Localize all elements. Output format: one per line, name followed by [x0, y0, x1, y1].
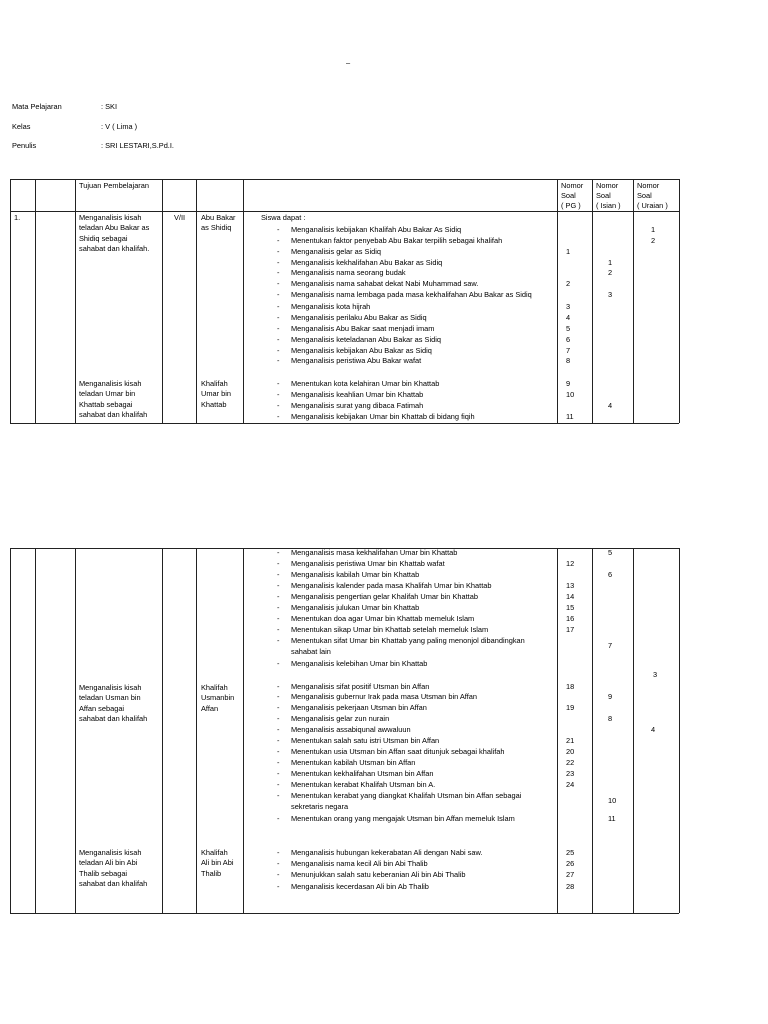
table-rule — [10, 548, 11, 913]
page-mark: – — [346, 58, 351, 67]
pg-number: 20 — [566, 747, 575, 756]
bullet-dash: - — [277, 625, 280, 634]
table-rule — [557, 548, 558, 913]
pg-number: 14 — [566, 592, 575, 601]
indicator-text: Menganalisis masa kekhalifahan Umar bin Khattab — [291, 548, 458, 557]
pg-number: 22 — [566, 758, 575, 767]
indicator-text: Menentukan kerabat yang diangkat Khalifah Utsman bin Affan sebagai — [291, 791, 522, 800]
bullet-dash: - — [277, 592, 280, 601]
indicator-text: Menganalisis keahlian Umar bin Khattab — [291, 390, 424, 399]
indicator-text: Menganalisis surat yang dibaca Fatimah — [291, 401, 424, 410]
pg-number: 8 — [566, 356, 571, 365]
tujuan-text: Khattab sebagai — [79, 399, 133, 409]
tujuan-text: Shidiq sebagai — [79, 233, 128, 243]
table-rule — [196, 548, 197, 913]
uraian-number: 4 — [651, 725, 656, 734]
indicator-text: Menentukan sifat Umar bin Khattab yang paling menonjol dibandingkan — [291, 636, 525, 645]
bullet-dash: - — [277, 225, 280, 234]
tujuan-text: teladan Usman bin — [79, 693, 141, 703]
indicator-text: Menganalisis kebijakan Umar bin Khattab di bidang fiqih — [291, 412, 475, 421]
indicator-text: Menganalisis keteladanan Abu Bakar as Sidiq — [291, 335, 441, 344]
indicator-text: Menganalisis kabilah Umar bin Khattab — [291, 570, 420, 579]
table-rule — [10, 913, 679, 914]
table-rule — [35, 548, 36, 913]
pg-number: 9 — [566, 379, 571, 388]
table-rule — [10, 179, 11, 423]
pg-number: 28 — [566, 882, 575, 891]
indicator-text: Menganalisis pengertian gelar Khalifah Umar bin Khattab — [291, 592, 478, 601]
indicator-text: Menganalisis nama lembaga pada masa kekhalifahan Abu Bakar as Sidiq — [291, 290, 532, 299]
indicator-text: Menentukan doa agar Umar bin Khattab memeluk Islam — [291, 614, 475, 623]
materi-text: as Shidiq — [201, 223, 232, 233]
indicator-text: Menentukan kota kelahiran Umar bin Khattab — [291, 379, 440, 388]
tujuan-text: teladan Abu Bakar as — [79, 223, 150, 233]
bullet-dash: - — [277, 780, 280, 789]
bullet-dash: - — [277, 714, 280, 723]
pg-number: 3 — [566, 302, 571, 311]
header-isian: ( Isian ) — [596, 201, 621, 210]
bullet-dash: - — [277, 603, 280, 612]
indicator-text: Menganalisis julukan Umar bin Khattab — [291, 603, 420, 612]
bullet-dash: - — [277, 559, 280, 568]
bullet-dash: - — [277, 614, 280, 623]
bullet-dash: - — [277, 758, 280, 767]
bullet-dash: - — [277, 570, 280, 579]
indicator-text: Menganalisis kota hijrah — [291, 302, 371, 311]
pg-number: 2 — [566, 279, 571, 288]
bullet-dash: - — [277, 548, 280, 557]
bullet-dash: - — [277, 268, 280, 277]
bullet-dash: - — [277, 769, 280, 778]
header-tujuan: Tujuan Pembelajaran — [79, 181, 149, 190]
header-pg: Soal — [561, 191, 576, 200]
isian-number: 11 — [608, 814, 616, 823]
tujuan-text: sahabat dan khalifah — [79, 878, 148, 888]
tujuan-text: sahabat dan khalifah — [79, 713, 148, 723]
bullet-dash: - — [277, 636, 280, 645]
pg-number: 6 — [566, 335, 571, 344]
pg-number: 15 — [566, 603, 575, 612]
bullet-dash: - — [277, 356, 280, 365]
bullet-dash: - — [277, 703, 280, 712]
pg-number: 18 — [566, 682, 575, 691]
bullet-dash: - — [277, 313, 280, 322]
bullet-dash: - — [277, 390, 280, 399]
table-rule — [243, 548, 244, 913]
pg-number: 24 — [566, 780, 575, 789]
tujuan-text: sahabat dan khalifah. — [79, 243, 150, 253]
materi-text: Khattab — [201, 399, 227, 409]
table-rule — [679, 179, 680, 423]
isian-number: 2 — [608, 268, 613, 277]
pg-number: 10 — [566, 390, 575, 399]
pg-number: 7 — [566, 346, 571, 355]
tujuan-text: Affan sebagai — [79, 703, 125, 713]
bullet-dash: - — [277, 725, 280, 734]
indicator-text: Menentukan kekhalifahan Utsman bin Affan — [291, 769, 434, 778]
header-value: : SRI LESTARI,S.Pd.I. — [101, 141, 174, 150]
header-uraian: Nomor — [637, 181, 660, 190]
indicator-text: Menganalisis gubernur Irak pada masa Utsman bin Affan — [291, 692, 477, 701]
tujuan-text: Thalib sebagai — [79, 868, 128, 878]
bullet-dash: - — [277, 659, 280, 668]
indicator-text: Menunjukkan salah satu keberanian Ali bin Abi Thalib — [291, 870, 466, 879]
bullet-dash: - — [277, 747, 280, 756]
table-rule — [557, 179, 558, 423]
row-number: 1. — [14, 213, 21, 222]
indicator-text-continued: sekretaris negara — [291, 802, 349, 811]
isian-number: 7 — [608, 641, 613, 650]
table-rule — [75, 548, 76, 913]
bullet-dash: - — [277, 258, 280, 267]
isian-number: 1 — [608, 258, 613, 267]
indicator-text: Menentukan kabilah Utsman bin Affan — [291, 758, 416, 767]
indicator-text: Menganalisis kebijakan Khalifah Abu Bakar As Sidiq — [291, 225, 462, 234]
indicator-text: Menentukan orang yang mengajak Utsman bin Affan memeluk Islam — [291, 814, 515, 823]
bullet-dash: - — [277, 848, 280, 857]
bullet-dash: - — [277, 379, 280, 388]
indicator-text: Menganalisis kecerdasan Ali bin Ab Thalib — [291, 882, 429, 891]
indicator-text: Menganalisis gelar as Sidiq — [291, 247, 381, 256]
tujuan-text: Menganalisis kisah — [79, 848, 142, 857]
indicator-text-continued: sahabat lain — [291, 647, 331, 656]
pg-number: 19 — [566, 703, 575, 712]
indicator-text: Menganalisis kelebihan Umar bin Khattab — [291, 659, 428, 668]
materi-text: Abu Bakar — [201, 213, 236, 222]
uraian-number: 3 — [653, 670, 658, 679]
materi-text: Usmanbin — [201, 693, 235, 703]
bullet-dash: - — [277, 870, 280, 879]
pg-number: 13 — [566, 581, 575, 590]
table-rule — [35, 179, 36, 423]
isian-number: 6 — [608, 570, 613, 579]
pg-number: 27 — [566, 870, 575, 879]
indicator-text: Menentukan usia Utsman bin Affan saat ditunjuk sebagai khalifah — [291, 747, 505, 756]
bullet-dash: - — [277, 247, 280, 256]
header-label: Mata Pelajaran — [12, 102, 62, 111]
indicator-text: Menganalisis nama sahabat dekat Nabi Muhammad saw. — [291, 279, 479, 288]
indicator-text: Menganalisis Abu Bakar saat menjadi imam — [291, 324, 435, 333]
table-rule — [592, 179, 593, 423]
isian-number: 5 — [608, 548, 613, 557]
bullet-dash: - — [277, 581, 280, 590]
table-rule — [633, 179, 634, 423]
indicator-text: Menganalisis pekerjaan Utsman bin Affan — [291, 703, 427, 712]
table-rule — [162, 548, 163, 913]
tujuan-text: Menganalisis kisah — [79, 683, 142, 692]
pg-number: 16 — [566, 614, 575, 623]
header-label: Kelas — [12, 122, 31, 131]
header-uraian: ( Uraian ) — [637, 201, 668, 210]
uraian-number: 1 — [651, 225, 656, 234]
header-value: : V ( Lima ) — [101, 122, 138, 131]
indicator-text: Menganalisis sifat positif Utsman bin Affan — [291, 682, 430, 691]
pg-number: 23 — [566, 769, 575, 778]
indicator-text: Menentukan faktor penyebab Abu Bakar terpilih sebagai khalifah — [291, 236, 503, 245]
table-rule — [243, 179, 244, 423]
header-label: Penulis — [12, 141, 37, 150]
isian-number: 3 — [608, 290, 613, 299]
table-rule — [162, 179, 163, 423]
pg-number: 25 — [566, 848, 575, 857]
indicator-text: Menentukan sikap Umar bin Khattab setelah memeluk Islam — [291, 625, 489, 634]
bullet-dash: - — [277, 236, 280, 245]
indicator-text: Menganalisis assabiqunal awwaluun — [291, 725, 411, 734]
indicator-text: Menganalisis perilaku Abu Bakar as Sidiq — [291, 313, 427, 322]
isian-number: 9 — [608, 692, 613, 701]
indicator-text: Menentukan salah satu istri Utsman bin Affan — [291, 736, 440, 745]
materi-text: Ali bin Abi — [201, 858, 234, 868]
isian-number: 4 — [608, 401, 613, 410]
pg-number: 11 — [566, 412, 574, 421]
table-rule — [679, 548, 680, 913]
bullet-dash: - — [277, 814, 280, 823]
bullet-dash: - — [277, 736, 280, 745]
indicator-text: Menganalisis kekhalifahan Abu Bakar as Sidiq — [291, 258, 443, 267]
tujuan-text: teladan Ali bin Abi — [79, 858, 138, 868]
materi-text: Khalifah — [201, 848, 228, 857]
pg-number: 5 — [566, 324, 571, 333]
indicator-text: Menganalisis gelar zun nurain — [291, 714, 390, 723]
isian-number: 8 — [608, 714, 613, 723]
table-rule — [10, 179, 679, 180]
pg-number: 21 — [566, 736, 575, 745]
bullet-dash: - — [277, 692, 280, 701]
bullet-dash: - — [277, 335, 280, 344]
bullet-dash: - — [277, 791, 280, 800]
table-rule — [75, 179, 76, 423]
bullet-dash: - — [277, 882, 280, 891]
table-rule — [196, 179, 197, 423]
materi-text: Affan — [201, 703, 219, 713]
indicator-text: Menganalisis kebijakan Abu Bakar as Sidiq — [291, 346, 432, 355]
indicator-text: Menganalisis peristiwa Abu Bakar wafat — [291, 356, 422, 365]
indicator-text: Menganalisis nama seorang budak — [291, 268, 406, 277]
kelas-semester: V/II — [174, 213, 186, 222]
header-isian: Soal — [596, 191, 611, 200]
bullet-dash: - — [277, 859, 280, 868]
bullet-dash: - — [277, 279, 280, 288]
indicator-text: Menganalisis hubungan kekerabatan Ali dengan Nabi saw. — [291, 848, 483, 857]
uraian-number: 2 — [651, 236, 656, 245]
bullet-dash: - — [277, 682, 280, 691]
bullet-dash: - — [277, 346, 280, 355]
pg-number: 26 — [566, 859, 575, 868]
siswa-dapat-label: Siswa dapat : — [261, 213, 306, 222]
header-pg: ( PG ) — [561, 201, 581, 210]
tujuan-text: sahabat dan khalifah — [79, 409, 148, 419]
materi-text: Khalifah — [201, 379, 228, 388]
tujuan-text: teladan Umar bin — [79, 389, 136, 399]
pg-number: 1 — [566, 247, 571, 256]
bullet-dash: - — [277, 324, 280, 333]
bullet-dash: - — [277, 401, 280, 410]
tujuan-text: Menganalisis kisah — [79, 213, 142, 222]
pg-number: 17 — [566, 625, 575, 634]
header-pg: Nomor — [561, 181, 584, 190]
pg-number: 4 — [566, 313, 571, 322]
header-uraian: Soal — [637, 191, 652, 200]
table-rule — [633, 548, 634, 913]
materi-text: Thalib — [201, 868, 222, 878]
materi-text: Khalifah — [201, 683, 228, 692]
materi-text: Umar bin — [201, 389, 231, 399]
indicator-text: Menentukan kerabat Khalifah Utsman bin A. — [291, 780, 436, 789]
bullet-dash: - — [277, 290, 280, 299]
isian-number: 10 — [608, 796, 617, 805]
indicator-text: Menganalisis kalender pada masa Khalifah Umar bin Khattab — [291, 581, 492, 590]
indicator-text: Menganalisis nama kecil Ali bin Abi Thalib — [291, 859, 428, 868]
pg-number: 12 — [566, 559, 575, 568]
bullet-dash: - — [277, 412, 280, 421]
table-rule — [592, 548, 593, 913]
table-rule — [10, 211, 679, 212]
bullet-dash: - — [277, 302, 280, 311]
indicator-text: Menganalisis peristiwa Umar bin Khattab wafat — [291, 559, 445, 568]
header-value: : SKI — [101, 102, 118, 111]
table-rule — [10, 423, 679, 424]
tujuan-text: Menganalisis kisah — [79, 379, 142, 388]
header-isian: Nomor — [596, 181, 619, 190]
